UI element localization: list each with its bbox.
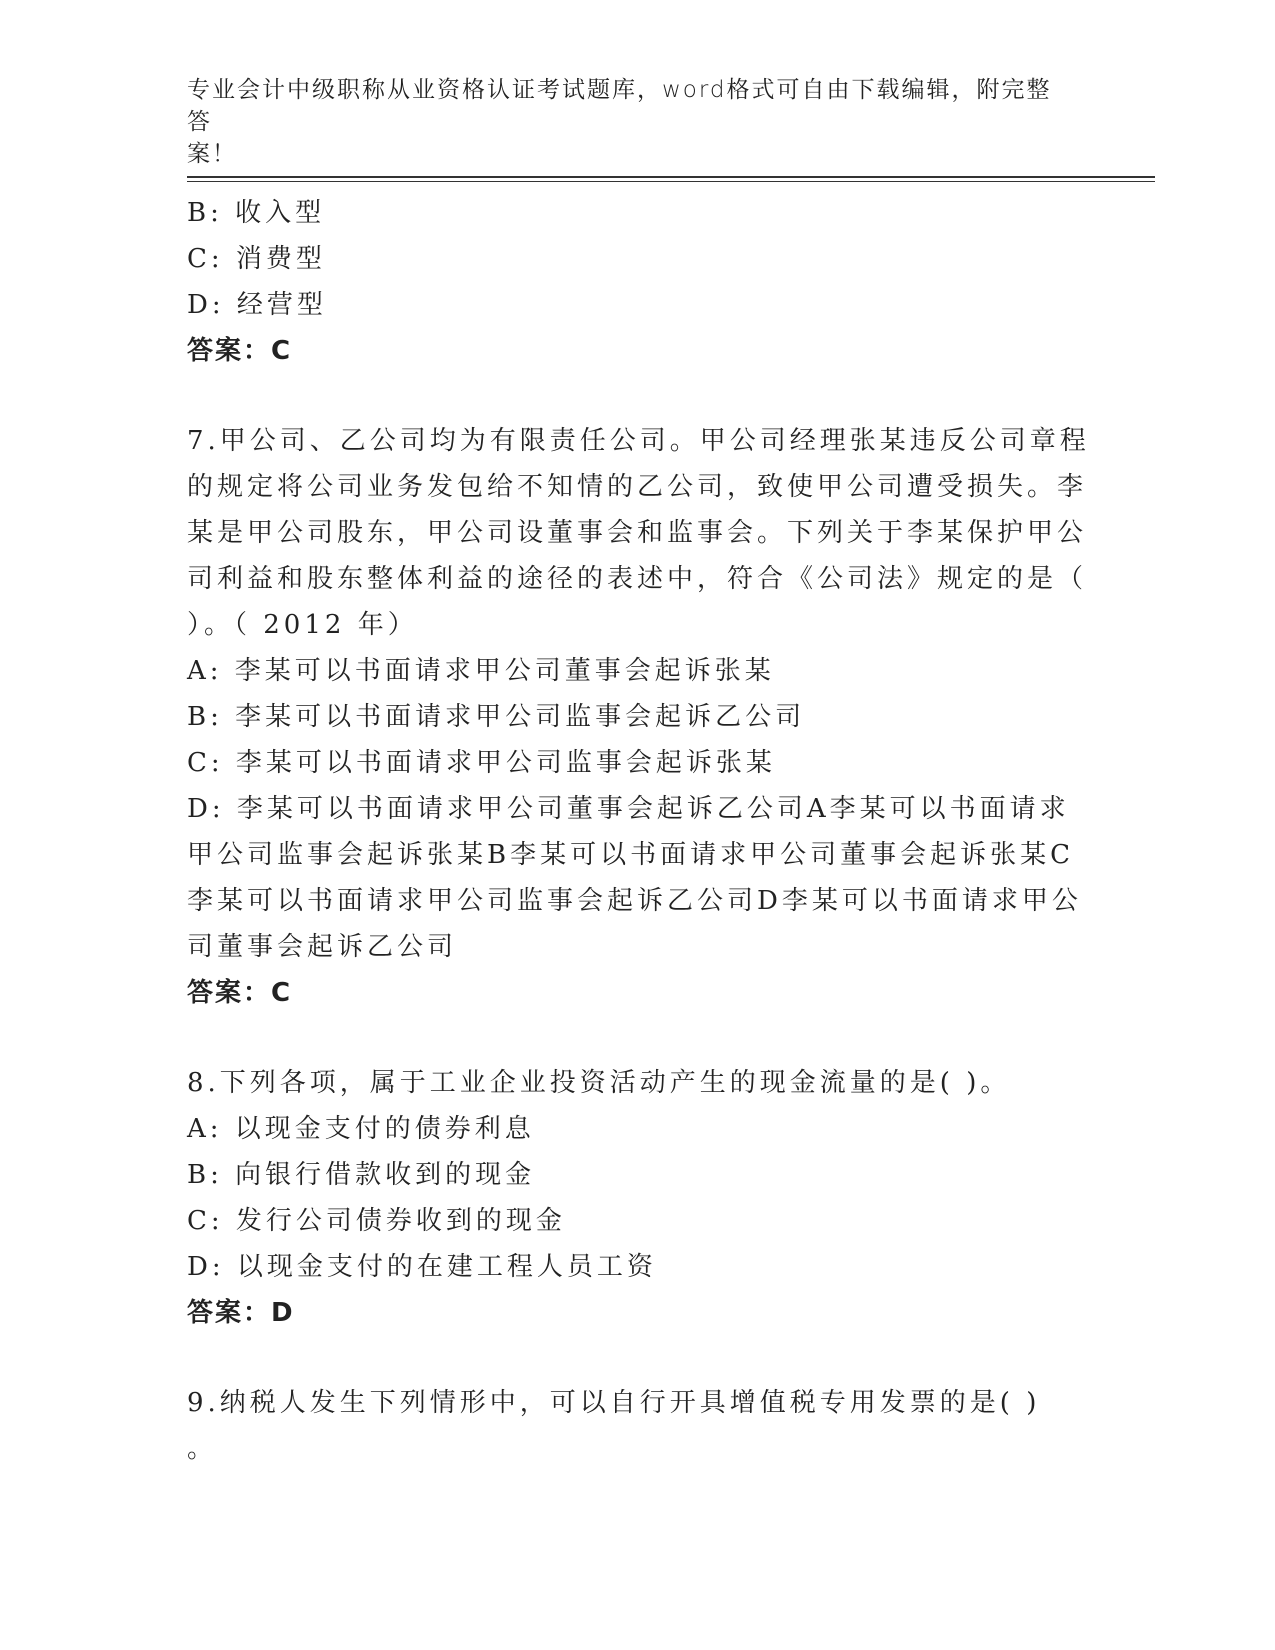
header-divider-thin [187,181,1155,182]
q8-option-b: B: 向银行借款收到的现金 [187,1160,536,1190]
q6-option-c: C: 消费型 [187,244,326,274]
q8-option-d: D: 以现金支付的在建工程人员工资 [187,1252,657,1282]
q7-option-d-line-3: 李某可以书面请求甲公司监事会起诉乙公司D李某可以书面请求甲公 [187,886,1082,916]
q9-stem-line-2: 。 [187,1434,218,1464]
q7-stem-line-2: 的规定将公司业务发包给不知情的乙公司，致使甲公司遭受损失。李 [187,472,1088,502]
q7-option-d-line-1: D: 李某可以书面请求甲公司董事会起诉乙公司A李某可以书面请求 [187,794,1070,824]
q8-option-a: A: 以现金支付的债券利息 [187,1114,535,1144]
q6-option-b: B: 收入型 [187,198,326,228]
q8-answer: 答案：D [187,1298,295,1328]
q6-answer: 答案：C [187,336,293,366]
q7-option-d-line-2: 甲公司监事会起诉张某B李某可以书面请求甲公司董事会起诉张某C [187,840,1075,870]
question-6 [187,190,1067,374]
header-divider-thick [187,176,1155,178]
question-7 [187,418,1090,1016]
q8-stem: 8.下列各项，属于工业企业投资活动产生的现金流量的是( )。 [187,1068,1011,1098]
q7-option-a: A: 李某可以书面请求甲公司董事会起诉张某 [187,656,775,686]
q8-option-c: C: 发行公司债券收到的现金 [187,1206,566,1236]
header-line-1: 专业会计中级职称从业资格认证考试题库，word格式可自由下载编辑，附完整答 [187,77,1052,135]
q7-option-c: C: 李某可以书面请求甲公司监事会起诉张某 [187,748,776,778]
question-8 [187,1060,1067,1336]
q7-stem-line-1: 7.甲公司、乙公司均为有限责任公司。甲公司经理张某违反公司章程 [187,426,1090,456]
q7-option-d-line-4: 司董事会起诉乙公司 [187,932,458,962]
q9-stem-line-1: 9.纳税人发生下列情形中，可以自行开具增值税专用发票的是( ) [187,1388,1041,1418]
q7-stem-line-5: ）。（ 2012 年） [187,610,418,640]
question-9 [187,1380,1067,1472]
page-header [187,74,1067,170]
q7-stem-line-3: 某是甲公司股东，甲公司设董事会和监事会。下列关于李某保护甲公 [187,518,1088,548]
spacer [187,374,1067,418]
spacer [187,1336,1067,1380]
header-line-2: 案！ [187,141,237,167]
q7-stem-line-4: 司利益和股东整体利益的途径的表述中，符合《公司法》规定的是（ [187,564,1088,594]
q6-option-d: D: 经营型 [187,290,327,320]
question-content [187,190,1090,1472]
q7-option-b: B: 李某可以书面请求甲公司监事会起诉乙公司 [187,702,806,732]
spacer [187,1016,1067,1060]
q7-answer: 答案：C [187,978,293,1008]
